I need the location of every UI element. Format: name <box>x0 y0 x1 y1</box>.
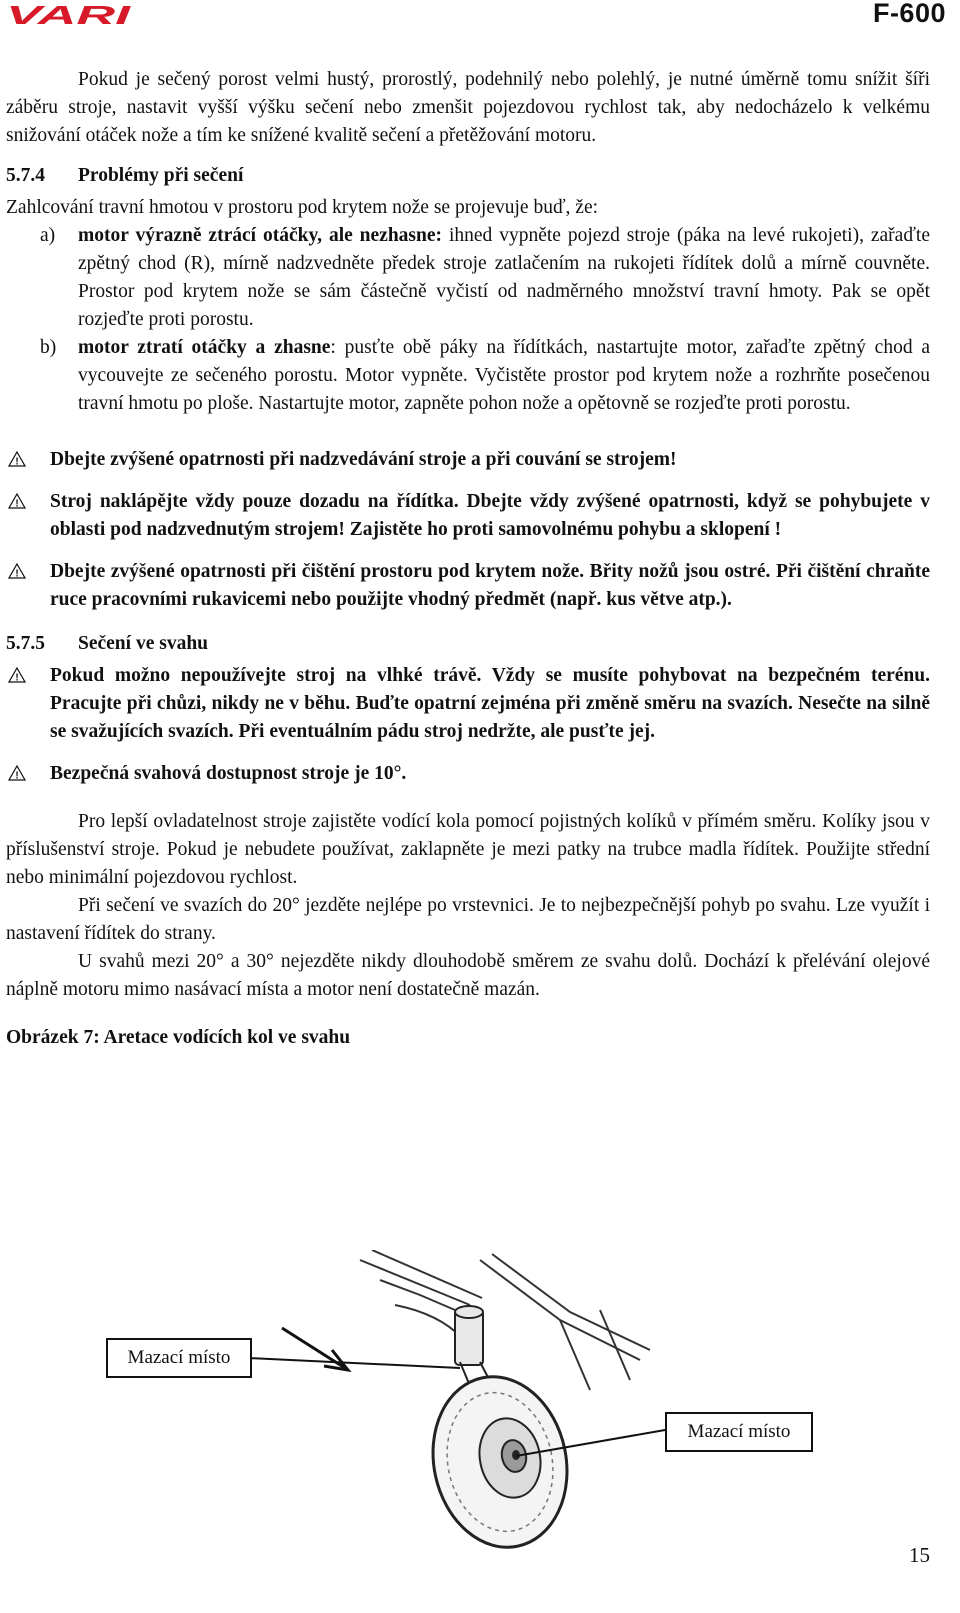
svg-text:!: ! <box>15 498 19 509</box>
warning-triangle-icon <box>6 446 50 474</box>
warning-triangle-icon <box>6 662 50 746</box>
list-marker: a) <box>40 225 56 246</box>
body-paragraph: U svahů mezi 20° a 30° nejezděte nikdy dlouhodobě směrem ze svahu dolů. Dochází k přelévání olejové náplně motoru mimo nasávací místa a motor není dostatečně mazán. <box>6 951 930 1000</box>
svg-text:!: ! <box>15 568 19 579</box>
pointer-arrow-icon <box>282 1328 348 1370</box>
wheel-tyre-icon <box>418 1364 583 1560</box>
warning-triangle-icon <box>6 558 50 614</box>
svg-text:VARI: VARI <box>6 2 132 28</box>
section-number: 5.7.5 <box>6 633 45 654</box>
section-title: Sečení ve svahu <box>78 633 209 654</box>
warning-triangle-icon <box>6 760 50 788</box>
model-name: F-600 <box>872 0 946 28</box>
list-marker: b) <box>40 337 57 358</box>
warning-note <box>6 760 930 788</box>
list-item-body <box>78 334 930 418</box>
callout-lubrication-point: Mazací místo <box>665 1412 813 1452</box>
warning-text: Stroj naklápějte vždy pouze dozadu na řídítka. Dbejte vždy zvýšené opatrnosti, když se pohybujete v oblasti pod nadzvednutým strojem! Zajistěte ho proti samovolnému pohybu a sklopení ! <box>50 491 930 540</box>
body-paragraph: Při sečení ve svazích do 20° jezděte nejlépe po vrstevnici. Je to nejbezpečnější pohyb po svahu. Lze využít i nastavení řídítek do strany. <box>6 895 930 944</box>
warning-note <box>6 662 930 746</box>
body-paragraph: Pro lepší ovladatelnost stroje zajistěte vodící kola pomocí pojistných kolíků v přímém směru. Kolíky jsou v příslušenství stroje. Pokud je nebudete používat, zaklapněte je mezi patky na trubce madla řídítek. Použijte střední nebo minimální pojezdovou rychlost. <box>6 811 930 888</box>
section-number: 5.7.4 <box>6 165 45 186</box>
list-item <box>6 334 930 418</box>
list-item <box>6 222 930 334</box>
section-lead: Zahlcování travní hmotou v prostoru pod krytem nože se projevuje buď, že: <box>6 197 599 218</box>
list-item-bold: motor ztratí otáčky a zhasne <box>78 337 331 358</box>
section-heading-574 <box>6 162 930 190</box>
warning-text: Dbejte zvýšené opatrnosti při čištění prostoru pod krytem nože. Břity nožů jsou ostré. Při čištění chraňte ruce pracovními rukavicemi nebo použijte vhodný předmět (např. kus větve atp.). <box>50 561 930 610</box>
list-item-bold: motor výrazně ztrácí otáčky, ale nezhasne: <box>78 225 443 246</box>
list-item-body <box>78 222 930 334</box>
figure-caption: Obrázek 7: Aretace vodících kol ve svahu <box>6 1027 351 1048</box>
warning-text: Bezpečná svahová dostupnost stroje je 10°. <box>50 763 407 784</box>
section-title: Problémy při sečení <box>78 165 244 186</box>
page-content <box>6 66 930 1052</box>
svg-text:!: ! <box>15 456 19 467</box>
warning-note <box>6 558 930 614</box>
wheel-illustration <box>0 1250 960 1560</box>
warning-triangle-icon <box>6 488 50 544</box>
section-heading-575 <box>6 630 930 658</box>
warning-text: Dbejte zvýšené opatrnosti při nadzvedávání stroje a při couvání se strojem! <box>50 449 677 470</box>
svg-text:!: ! <box>15 770 19 781</box>
warning-text: Pokud možno nepoužívejte stroj na vlhké trávě. Vždy se musíte pohybovat na bezpečném terénu. Pracujte při chůzi, nikdy ne v běhu. Buďte opatrní zejména při změně směru na svazích. Nesečte na silně se svažujících svazích. Při eventuálním pádu stroj nedržte, ale pusťte jej. <box>50 665 930 742</box>
svg-text:!: ! <box>15 672 19 683</box>
intro-paragraph: Pokud je sečený porost velmi hustý, prorostlý, podehnilý nebo polehlý, je nutné úměrně tomu snížit šíři záběru stroje, nastavit vyšší výšku sečení nebo zmenšit pojezdovou rychlost tak, aby nedocházelo k velkému snižování otáček nože a tím ke snížené kvalitě sečení a přetěžování motoru. <box>6 69 930 146</box>
list-item-text: ihned vypněte pojezd stroje (páka na levé rukojeti), zařaďte zpětný chod (R), mírně nadzvedněte předek stroje zatlačením na rukojeti řídítek dolů a mírně couvněte. Prostor pod krytem nože se sám částečně vyčistí od nadměrného množství travní hmoty. Pak se opět rozjeďte proti porostu. <box>78 225 930 330</box>
problem-list <box>6 222 930 418</box>
page-header <box>0 0 960 40</box>
vari-logo <box>6 2 132 28</box>
warning-note <box>6 488 930 544</box>
figure-wheel-lock <box>0 1250 960 1560</box>
warning-note <box>6 446 930 474</box>
page-number: 15 <box>909 1543 930 1567</box>
list-item-text: : pusťte obě páky na řídítkách, nastartujte motor, zařaďte zpětný chod a vycouvejte ze sečeného porostu. Motor vypněte. Vyčistěte prostor pod krytem nože a rozhrňte posečenou travní hmotu po ploše. Nastartujte motor, zapněte pohon nože a opětovně se rozjeďte proti porostu. <box>78 337 931 414</box>
callout-lubrication-point: Mazací místo <box>106 1338 252 1378</box>
